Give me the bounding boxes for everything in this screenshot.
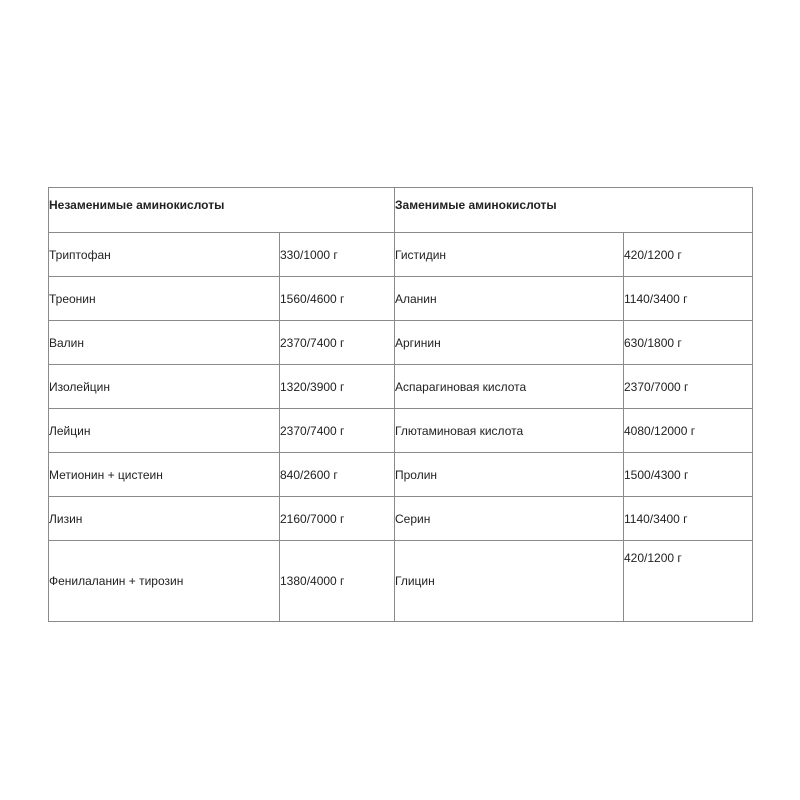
header-essential-amino-acids: Незаменимые аминокислоты	[49, 188, 395, 233]
essential-value-cell: 840/2600 г	[280, 453, 395, 497]
essential-value-cell: 1380/4000 г	[280, 541, 395, 622]
nonessential-name-cell: Аргинин	[395, 321, 624, 365]
table-row	[49, 233, 753, 277]
essential-name-cell: Триптофан	[49, 233, 280, 277]
table-row	[49, 277, 753, 321]
nonessential-name-cell: Серин	[395, 497, 624, 541]
nonessential-value-cell: 1140/3400 г	[624, 497, 753, 541]
table-row	[49, 497, 753, 541]
essential-value-cell: 330/1000 г	[280, 233, 395, 277]
essential-value-cell: 1320/3900 г	[280, 365, 395, 409]
essential-name-cell: Метионин + цистеин	[49, 453, 280, 497]
table-row	[49, 321, 753, 365]
essential-value-cell: 2160/7000 г	[280, 497, 395, 541]
nonessential-name-cell: Глютаминовая кислота	[395, 409, 624, 453]
nonessential-value-cell: 630/1800 г	[624, 321, 753, 365]
table-row	[49, 409, 753, 453]
essential-name-cell: Изолейцин	[49, 365, 280, 409]
amino-acids-table	[48, 187, 753, 622]
table-row	[49, 453, 753, 497]
table-row	[49, 541, 753, 622]
nonessential-name-cell: Аланин	[395, 277, 624, 321]
nonessential-value-cell: 1140/3400 г	[624, 277, 753, 321]
essential-name-cell: Валин	[49, 321, 280, 365]
nonessential-value-cell: 420/1200 г	[624, 233, 753, 277]
essential-name-cell: Лейцин	[49, 409, 280, 453]
essential-name-cell: Фенилаланин + тирозин	[49, 541, 280, 622]
nonessential-name-cell: Аспарагиновая кислота	[395, 365, 624, 409]
nonessential-name-cell: Пролин	[395, 453, 624, 497]
nonessential-name-cell: Глицин	[395, 541, 624, 622]
table-header-row	[49, 188, 753, 233]
nonessential-value-cell: 2370/7000 г	[624, 365, 753, 409]
nonessential-name-cell: Гистидин	[395, 233, 624, 277]
essential-name-cell: Треонин	[49, 277, 280, 321]
nonessential-value-cell: 1500/4300 г	[624, 453, 753, 497]
nonessential-value-cell: 4080/12000 г	[624, 409, 753, 453]
essential-value-cell: 2370/7400 г	[280, 409, 395, 453]
header-nonessential-amino-acids: Заменимые аминокислоты	[395, 188, 753, 233]
essential-value-cell: 1560/4600 г	[280, 277, 395, 321]
table-row	[49, 365, 753, 409]
essential-value-cell: 2370/7400 г	[280, 321, 395, 365]
essential-name-cell: Лизин	[49, 497, 280, 541]
nonessential-value-cell: 420/1200 г	[624, 541, 753, 622]
